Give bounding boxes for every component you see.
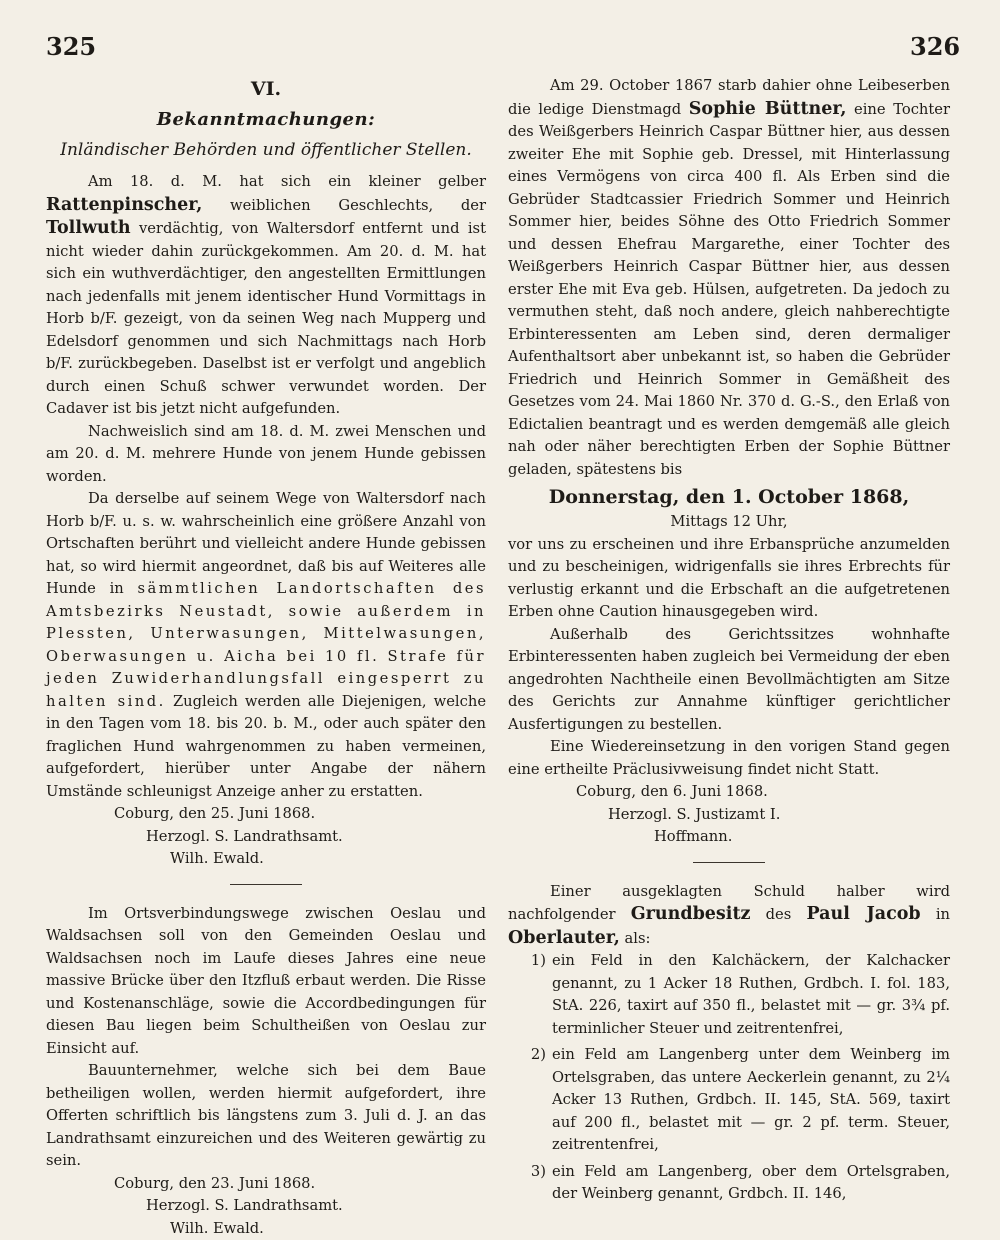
notice-inheritance: [508, 75, 950, 849]
notice-foreclosure: [508, 881, 950, 1206]
list-item-number: 1): [508, 950, 552, 1040]
list-item-number: 2): [508, 1044, 552, 1157]
place-date: Coburg, den 6. Juni 1868.: [508, 781, 950, 804]
notice-inheritance-paragraph-3: Eine Wiedereinsetzung in den vorigen Stand gegen eine ertheilte Präclusivweisung findet nicht Statt.: [508, 736, 950, 781]
emphasis-owner-name: Paul Jacob: [806, 904, 920, 924]
left-column: [46, 75, 486, 1240]
section-subheading: Inländischer Behörden und öffentlicher Stellen.: [46, 135, 486, 165]
list-item-text: ein Feld am Langenberg unter dem Weinberg im Ortelsgraben, das untere Aeckerlein genannt, zu 2¼ Acker 13 Ruthen, Grdbch. II. 145, StA. 569, taxirt auf 200 fl., belastet mit — gr. 2 pf. term. Steuer, zeitrentenfrei,: [552, 1044, 950, 1157]
text-run: verdächtig, von Waltersdorf entfernt und ist nicht wieder dahin zurückgekommen. Am 20. d. M. hat sich ein wuthverdächtiger, den angestellten Ermittlungen nach jedenfalls mit jenem identischer Hund Vormittags in Horb b/F. gezeigt, von da seinen Weg nach Mupperg und Edelsdorf genommen und sich Nachmittags nach Horb b/F. zurückbegeben. Daselbst ist er verfolgt und angeblich durch einen Schuß schwer verwundet worden. Der Cadaver ist bis jetzt nicht aufgefunden.: [46, 220, 486, 417]
deadline-date-heading: Donnerstag, den 1. October 1868,: [508, 483, 950, 511]
notice-bridge: [46, 903, 486, 1240]
text-run: Am 29. October 1867 starb dahier ohne Leibeserben die ledige Dienstmagd: [508, 77, 950, 118]
text-run: weiblichen Geschlechts, der: [230, 197, 486, 214]
signature-name: Hoffmann.: [508, 826, 950, 849]
section-number: VI.: [46, 75, 486, 103]
notice-rabies-paragraph-2: Nachweislich sind am 18. d. M. zwei Menschen und am 20. d. M. mehrere Hunde von jenem Hunde gebissen worden.: [46, 421, 486, 489]
signature-name: Wilh. Ewald.: [46, 1218, 486, 1240]
signature-name: Wilh. Ewald.: [46, 848, 486, 871]
issuing-office: Herzogl. S. Landrathsamt.: [46, 1195, 486, 1218]
place-date: Coburg, den 23. Juni 1868.: [46, 1173, 486, 1196]
notice-foreclosure-intro: [508, 881, 950, 951]
text-run: Am 18. d. M. hat sich ein kleiner gelber: [88, 173, 486, 190]
text-run: eine Tochter des Weißgerbers Heinrich Caspar Büttner hier, aus dessen zweiter Ehe mit Sophie geb. Dressel, mit Hinterlassung eines Vermögens von circa 400 fl. Als Erben sind die Gebrüder Stadtcassier Friedrich Sommer und Heinrich Sommer hier, beides Söhne des Otto Friedrich Sommer und dessen Ehefrau Margarethe, einer Tochter des Weißgerbers Heinrich Caspar Büttner hier, aus dessen erster Ehe mit Eva geb. Hülsen, aufgetreten. Da jedoch zu vermuthen steht, daß noch andere, gleich nahberechtigte Erbinteressenten am Leben sind, deren dermaliger Aufenthaltsort aber unbekannt ist, so haben die Gebrüder Friedrich und Heinrich Sommer in Gemäßheit des Gesetzes vom 24. Mai 1860 Nr. 370 d. G.-S., den Erlaß von Edictalien beantragt und es werden demgemäß alle gleich nah oder näher berechtigten Erben der Sophie Büttner geladen, spätestens bis: [508, 101, 950, 478]
notice-inheritance-paragraph-2: Außerhalb des Gerichtssitzes wohnhafte Erbinteressenten haben zugleich bei Vermeidung der eben angedrohten Nachtheile einen Bevollmächtigten am Sitze des Gerichts zur Annahme künftiger gerichtlicher Ausfertigungen zu bestellen.: [508, 624, 950, 737]
issuing-office: Herzogl. S. Landrathsamt.: [46, 826, 486, 849]
notice-inheritance-paragraph-1: [508, 75, 950, 481]
list-item: [508, 1161, 950, 1206]
divider-rule: [230, 884, 302, 885]
right-column: [508, 75, 950, 1206]
place-date: Coburg, den 25. Juni 1868.: [46, 803, 486, 826]
spaced-text-order: sämmtlichen Landortschaften des Amtsbezirks Neustadt, sowie außerdem in Plessten, Unterwasungen, Mittelwasungen, Oberwasungen u. Aicha bei 10 fl. Strafe für jeden Zuwiderhandlungsfall eingesperrt zu halten sind.: [46, 580, 486, 710]
emphasis-disease: Tollwuth: [46, 218, 131, 238]
notice-rabies: [46, 171, 486, 871]
list-item: [508, 1044, 950, 1157]
page-number-left: 325: [46, 32, 96, 61]
text-run: Zugleich werden alle Diejenigen, welche in den Tagen vom 18. bis 20. b. M., oder auch später den fraglichen Hund wahrgenommen zu haben vermeinen, aufgefordert, hierüber unter Angabe der nähern Umstände schleunigst Anzeige anher zu erstatten.: [46, 693, 486, 800]
list-item-text: ein Feld in den Kalchäckern, der Kalchacker genannt, zu 1 Acker 18 Ruthen, Grdbch. I. fol. 183, StA. 226, taxirt auf 350 fl., belastet mit — gr. 3¾ pf. terminlicher Steuer und zeitrentenfrei,: [552, 950, 950, 1040]
text-run: Da derselbe auf seinem Wege von Waltersdorf nach Horb b/F. u. s. w. wahrscheinlich eine größere Anzahl von Ortschaften berührt und vielleicht andere Hunde gebissen hat, so wird hiermit angeordnet, daß bis auf Weiteres alle Hunde in: [46, 490, 486, 597]
text-run: Einer ausgeklagten Schuld halber wird nachfolgender: [508, 883, 950, 924]
text-run: in: [936, 906, 950, 923]
text-run: des: [766, 906, 792, 923]
list-item: [508, 950, 950, 1040]
divider-rule: [693, 862, 765, 863]
emphasis-breed: Rattenpinscher,: [46, 195, 202, 215]
emphasis-property: Grundbesitz: [631, 904, 751, 924]
notice-inheritance-paragraph-1-cont: vor uns zu erscheinen und ihre Erbansprüche anzumelden und zu bescheinigen, widrigenfalls sie ihres Erbrechts für verlustig erkannt und die Erbschaft an die aufgetretenen Erben ohne Caution hinausgegeben wird.: [508, 534, 950, 624]
text-run: als:: [624, 930, 650, 947]
notice-rabies-paragraph-3: [46, 488, 486, 803]
notice-bridge-paragraph-1: Im Ortsverbindungswege zwischen Oeslau und Waldsachsen soll von den Gemeinden Oeslau und Waldsachsen noch im Laufe dieses Jahres eine neue massive Brücke über den Itzfluß erbaut werden. Die Risse und Kostenanschläge, sowie die Accordbedingungen für diesen Bau liegen beim Schultheißen von Oeslau zur Einsicht auf.: [46, 903, 486, 1061]
issuing-office: Herzogl. S. Justizamt I.: [508, 804, 950, 827]
list-item-text: ein Feld am Langenberg, ober dem Ortelsgraben, der Weinberg genannt, Grdbch. II. 146,: [552, 1161, 950, 1206]
list-item-number: 3): [508, 1161, 552, 1206]
emphasis-place: Oberlauter,: [508, 928, 620, 948]
deadline-time: Mittags 12 Uhr,: [508, 511, 950, 534]
emphasis-person-name: Sophie Büttner,: [689, 99, 847, 119]
page-number-right: 326: [910, 32, 960, 61]
notice-bridge-paragraph-2: Bauunternehmer, welche sich bei dem Baue betheiligen wollen, werden hiermit aufgefordert, ihre Offerten schriftlich bis längstens zum 3. Juli d. J. an das Landrathsamt einzureichen und des Weiteren gewärtig zu sein.: [46, 1060, 486, 1173]
section-heading: Bekanntmachungen:: [46, 105, 486, 135]
notice-rabies-paragraph-1: [46, 171, 486, 421]
